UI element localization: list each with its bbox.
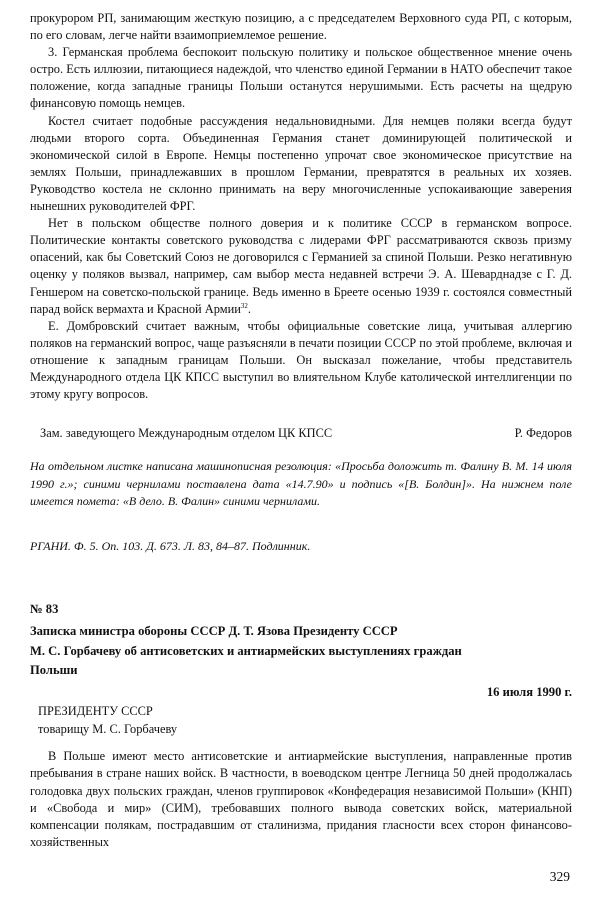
document-body-paragraph: В Польше имеют место антисоветские и антиармейские выступления, направленные против пребывания в стране наших войск. В частности, в воеводском центре Легница 50 дней продолжалась голодовка двух польских граждан, членов группировок «Конфедерация независимой Польши» (КНП) и «Свобода и мир» (СИМ), требовавших полного вывода советских войск, материальной компенсации полякам, пострадавшим от сталинизма, придания гласности всех сторон финансово-хозяйственных xyxy=(30,749,572,850)
addressee-line-2: товарищу М. С. Горбачеву xyxy=(38,722,178,736)
footnote-marker: 32 xyxy=(240,301,248,310)
archival-note-text: На отдельном листке написана машинописная резолюция: «Просьба доложить т. Фалину В. М. 14 июля 1990 г.»; синими чернилами поставлена дата «14.7.90» и подпись «[В. Болдин]». На нижнем поле имеется помета: «В дело. В. Фалин» синими чернилами. xyxy=(30,459,572,508)
document-heading xyxy=(30,622,572,681)
page-number: 329 xyxy=(549,869,570,884)
paragraph-4-text: Нет в польском обществе полного доверия и к политике СССР в германском вопросе. Политические контакты советского руководства с лидерами ФРГ рассматриваются сквозь призму опасений, как бы Советский Союз не договорился с Германией за спиной Польши. Резко негативную оценку у поляков вызвал, например, сам выбор места недавней встречи Э. А. Шеварднадзе с Г. Д. Геншером на советско-польской границе. Ведь именно в Бреете осенью 1939 г. состоялся совместный парад войск вермахта и Красной Армии xyxy=(30,216,572,316)
paragraph-2: 3. Германская проблема беспокоит польскую политику и польское общественное мнение очень остро. Есть иллюзии, питающиеся надеждой, что членство единой Германии в НАТО обеспечит такое положение, когда западные границы Польши останутся нерушимыми. Есть расчеты на щедрую финансовую помощь немцев. xyxy=(30,45,572,111)
document-date: 16 июля 1990 г. xyxy=(486,685,572,699)
archive-reference: РГАНИ. Ф. 5. Оп. 103. Д. 673. Л. 83, 84–87. Подлинник. xyxy=(30,539,311,553)
main-text xyxy=(30,10,572,403)
document-heading-line-1: Записка министра обороны СССР Д. Т. Язова Президенту СССР xyxy=(30,624,398,638)
paragraph-5: Е. Домбровский считает важным, чтобы официальные советские лица, учитывая аллергию поляков на германский вопрос, чаще разъясняли в печати позиции СССР по этой проблеме, включая и отношение к западным границам Польши. Он высказал пожелание, чтобы представитель Международного отдела ЦК КПСС выступил во влиятельном Клубе католической интеллигенции по этому кругу вопросов. xyxy=(30,318,572,402)
paragraph-4: Нет в польском обществе полного доверия и к политике СССР в германском вопросе. Политические контакты советского руководства с лидерами ФРГ рассматриваются сквозь призму опасений, как бы Советский Союз не договорился с Германией за спиной Польши. Резко негативную оценку у поляков вызвал, например, сам выбор места недавней встречи Э. А. Шеварднадзе с Г. Д. Геншером на советско-польской границе. Ведь именно в Бреете осенью 1939 г. состоялся совместный парад войск вермахта и Красной Армии$^{32}$. xyxy=(30,216,572,316)
document-heading-line-3: Польши xyxy=(30,663,78,677)
archival-note xyxy=(30,458,572,511)
document-number: № 83 xyxy=(30,602,59,616)
paragraph-1: прокурором РП, занимающим жесткую позицию, а с председателем Верховного суда РП, с которым, по его словам, легче найти взаимоприемлемое решение. xyxy=(30,11,572,43)
document-body xyxy=(30,748,572,852)
document-heading-line-2: М. С. Горбачеву об антисоветских и антиармейских выступлениях граждан xyxy=(30,643,462,658)
paragraph-3: Костел считает подобные рассуждения недальновидными. Для немцев поляки всегда будут людьми второго сорта. Объединенная Германия станет доминирующей политической и экономической силой в Европе. Немцы постепенно упрочат свое экономическое присутствие на землях Польши, принадлежавших в прошлом Германии, превратятся в реальных их хозяев. Руководство костела не склонно принимать на веру многочисленные успокаивающие заверения нынешних руководителей ФРГ. xyxy=(30,113,572,214)
signature-name: Р. Федоров xyxy=(514,426,572,440)
addressee-line-1: ПРЕЗИДЕНТУ СССР xyxy=(38,704,153,718)
signature-title: Зам. заведующего Международным отделом ЦК КПСС xyxy=(40,426,333,440)
addressee xyxy=(38,702,177,738)
